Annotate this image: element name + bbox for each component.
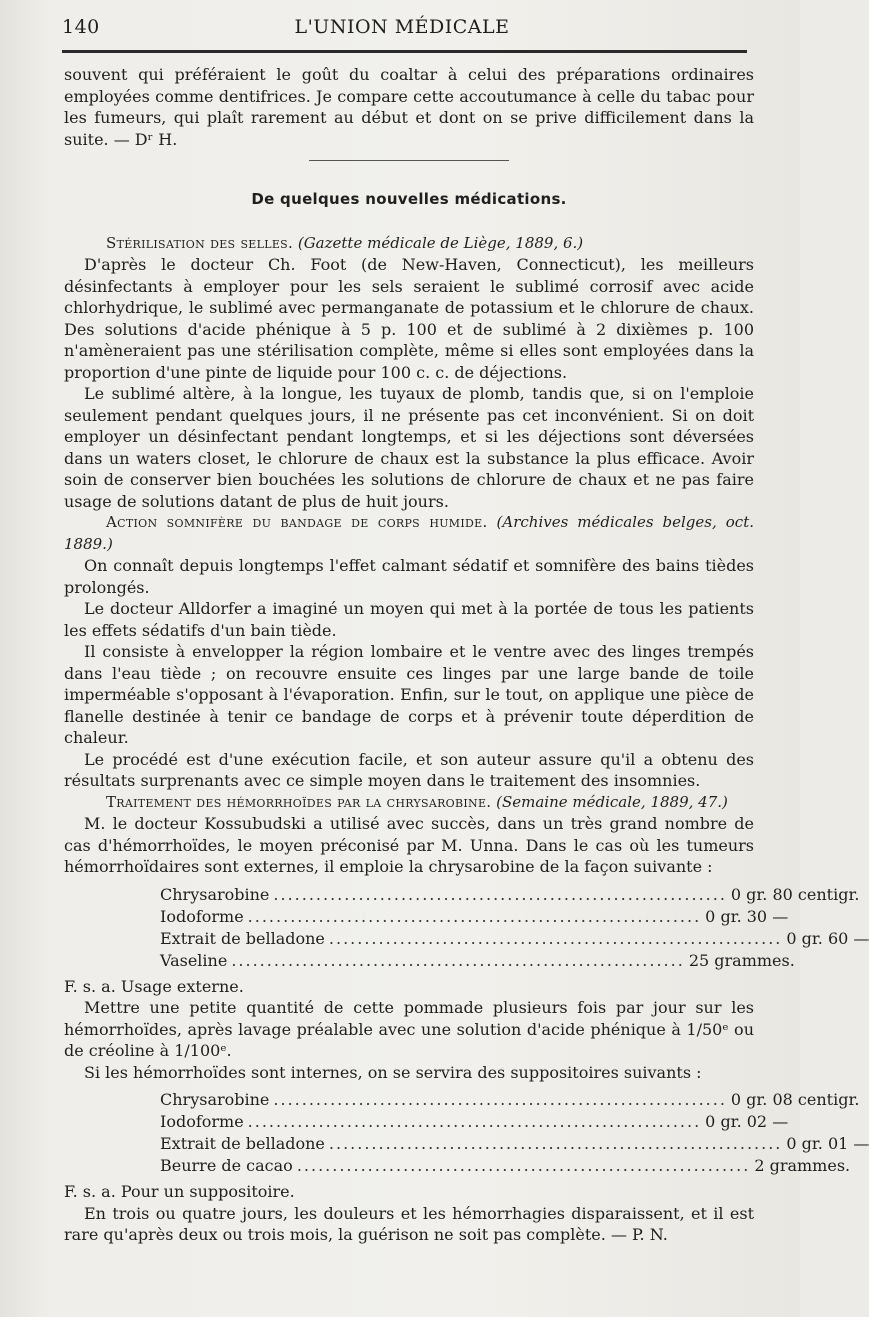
leader-dots: ................................................................ [273,1090,727,1109]
dose: 0 gr. 60 — [786,928,869,948]
article3-paragraph-1: M. le docteur Kossubudski a utilisé avec succès, dans un très grand nombre de cas d'hémorrhoïdes, le moyen préconisé par M. Unna. Dans le cas où les tumeurs hémorrhoïdaires sont externes, il emploie la chrysarobine de la façon suivante : [64,814,754,876]
intro-paragraph: souvent qui préféraient le goût du coaltar à celui des préparations ordinaires employées comme dentifrices. Je compare cette accoutumance à celle du tabac pour les fumeurs, qui plaît rarement au début et dont on se prive difficilement dans la suite. — Dʳ H. [64,65,754,149]
article2-paragraph-1: On connaît depuis longtemps l'effet calmant sédatif et somnifère des bains tièdes prolongés. [64,556,754,597]
ingredient: Chrysarobine [160,884,270,904]
recipe-line [160,1133,869,1155]
dose: 0 gr. 02 — [705,1112,789,1131]
article1-heading-source: (Gazette médicale de Liège, 1889, 6.) [297,233,584,252]
ingredient: Vaseline [160,950,228,970]
article3-paragraph-3: Si les hémorrhoïdes sont internes, on se servira des suppositoires suivants : [84,1062,702,1082]
leader-dots: ................................................................ [328,1134,783,1153]
recipe-line [160,906,789,928]
recipe-line [160,884,860,906]
article2-paragraph-4: Le procédé est d'une exécution facile, et son auteur assure qu'il a obtenu des résultats surprenants avec ce simple moyen dans le traitement des insomnies. [64,749,754,790]
ingredient: Chrysarobine [160,1090,270,1109]
article2-paragraph-2: Le docteur Alldorfer a imaginé un moyen qui met à la portée de tous les patients les effets sédatifs d'un bain tiède. [64,599,754,640]
article3-heading-title: Traitement des hémorrhoïdes par la chrysarobine. [106,792,492,811]
article2-heading-source: (Archives médicales belges, oct. 1889.) [64,513,754,553]
running-title: L'UNION MÉDICALE [294,16,510,38]
article1-heading-title: Stérilisation des selles. [106,233,294,252]
leader-dots: ................................................................ [247,1112,702,1131]
ingredient: Beurre de cacao [160,1156,293,1175]
article3-paragraph-4: En trois ou quatre jours, les douleurs et les hémorrhagies disparaissent, et il est rare qu'après deux ou trois mois, la guérison ne soit pas complète. — P. N. [64,1203,754,1244]
dose: 0 gr. 08 centigr. [730,1090,860,1109]
leader-dots: ................................................................ [247,906,702,926]
article3-paragraph-2: Mettre une petite quantité de cette pommade plusieurs fois par jour sur les hémorrhoïdes, après lavage préalable avec une solution d'acide phénique à 1/50ᵉ ou de créoline à 1/100ᵉ. [64,998,754,1060]
dose: 0 gr. 80 centigr. [730,884,860,904]
ingredient: Extrait de belladone [160,928,325,948]
fsa-suppository: F. s. a. Pour un suppositoire. [64,1182,295,1201]
page-body [64,64,869,1246]
page-header [62,16,742,44]
recipe-line [160,1155,851,1177]
article1-paragraph-2: Le sublimé altère, à la longue, les tuyaux de plomb, tandis que, si on l'emploie seulement pendant quelques jours, il ne présente pas cet inconvénient. Si on doit employer un désinfectant pendant longtemps, et si les déjections sont déversées dans un waters closet, le chlorure de chaux est la substance la plus efficace. Avoir soin de conserver bien bouchées les solutions de chlorure de chaux et ne pas faire usage de solutions datant de plus de huit jours. [64,384,754,511]
recipe-ointment [160,884,869,972]
recipe-suppository [160,1089,869,1177]
recipe-line [160,1111,789,1133]
header-rule [62,50,747,53]
ingredient: Iodoforme [160,1112,244,1131]
leader-dots: ................................................................ [231,950,685,970]
article2-heading-title: Action somnifère du bandage de corps humide. [106,513,488,531]
dose: 25 grammes. [688,950,795,970]
section-title: De quelques nouvelles médications. [251,190,567,208]
article3-heading-source: (Semaine médicale, 1889, 47.) [496,792,728,811]
leader-dots: ................................................................ [273,884,727,904]
article2-heading [64,512,754,555]
section-divider [309,160,509,161]
article1-heading [64,233,754,255]
dose: 0 gr. 01 — [786,1134,869,1153]
article2-paragraph-3: Il consiste à envelopper la région lombaire et le ventre avec des linges trempés dans l'eau tiède ; on recouvre ensuite ces linges par une large bande de toile imperméable s'opposant à l'évaporation. Enfin, sur le tout, on applique une pièce de flanelle destinée à tenir ce bandage de corps et à prévenir toute déperdition de chaleur. [64,642,754,747]
recipe-line [160,1089,860,1111]
page-number: 140 [62,16,100,38]
fsa-external: F. s. a. Usage externe. [64,976,244,996]
dose: 2 grammes. [754,1156,851,1175]
dose: 0 gr. 30 — [705,906,789,926]
article3-heading [64,792,754,814]
leader-dots: ................................................................ [328,928,783,948]
ingredient: Extrait de belladone [160,1134,325,1153]
recipe-line [160,928,869,950]
leader-dots: ................................................................ [296,1156,751,1175]
article1-paragraph-1: D'après le docteur Ch. Foot (de New-Haven, Connecticut), les meilleurs désinfectants à employer pour les sels seraient le sublimé corrosif avec acide chlorhydrique, le sublimé avec permanganate de potassium et le chlorure de chaux. Des solutions d'acide phénique à 5 p. 100 et de sublimé à 2 dixièmes p. 100 n'amèneraient pas une stérilisation complète, même si elles sont employées dans la proportion d'une pinte de liquide pour 100 c. c. de déjections. [64,255,754,382]
recipe-line [160,950,795,972]
ingredient: Iodoforme [160,906,244,926]
